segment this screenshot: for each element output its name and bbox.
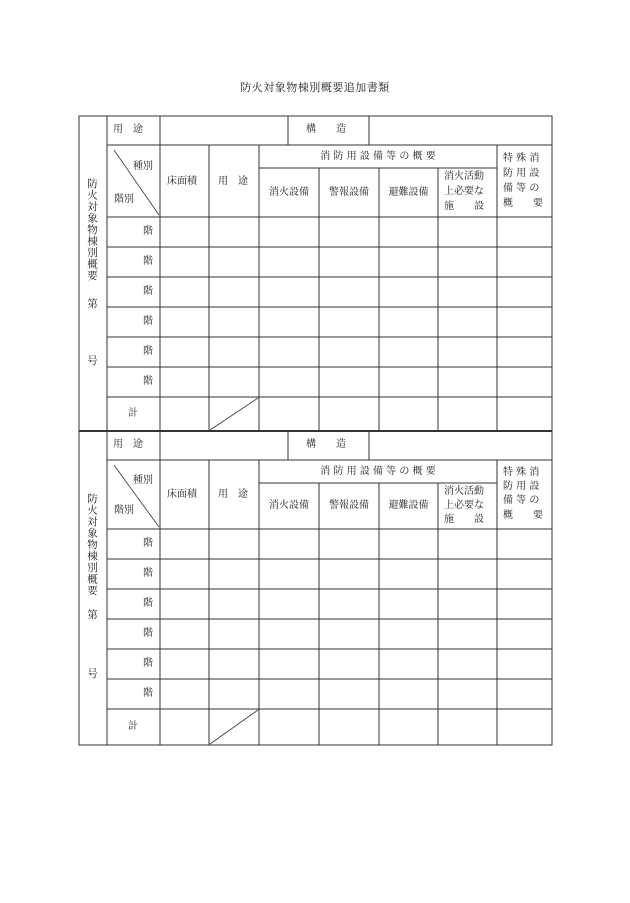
- tokushu-line1: 特 殊 消: [503, 153, 540, 164]
- floor-row-label: 階: [143, 628, 153, 639]
- shubetsu-label: 種別: [133, 475, 153, 486]
- shoka-label: 消火設備: [269, 187, 309, 198]
- floor-row-label: 階: [143, 346, 153, 357]
- floor-row-label: 階: [143, 256, 153, 267]
- kouzou-label: 構 造: [306, 439, 346, 450]
- tokushu-line2: 防 用 設: [503, 168, 540, 179]
- kaibetsu-label: 階別: [114, 505, 134, 516]
- hinan-label: 避難設備: [388, 500, 429, 511]
- floor-area-label: 床面積: [167, 176, 197, 187]
- shoka-label: 消火設備: [269, 500, 309, 511]
- tokushu-line1: 特 殊 消: [503, 467, 540, 478]
- tokushu-line3: 備 等 の: [503, 183, 540, 194]
- youto-col-label: 用 途: [218, 176, 248, 187]
- tokushu-line2: 防 用 設: [503, 481, 540, 492]
- floor-row-label: 階: [143, 598, 153, 609]
- floor-row-label: 階: [143, 538, 153, 549]
- side-label: 防火対象物棟別概要: [86, 178, 98, 282]
- kouzou-label: 構 造: [306, 124, 346, 135]
- kaibetsu-label: 階別: [114, 194, 134, 205]
- keiho-label: 警報設備: [329, 187, 369, 198]
- katsudo-line3: 施 設: [444, 514, 484, 525]
- youto-col-label: 用 途: [218, 489, 248, 500]
- floor-row-label: 階: [143, 376, 153, 387]
- total-row-label: 計: [128, 408, 138, 419]
- tokushu-line3: 備 等 の: [503, 495, 540, 506]
- tokushu-line4: 概 要: [503, 510, 543, 521]
- side-label-go: 号: [86, 668, 98, 680]
- floor-row-label: 階: [143, 568, 153, 579]
- youto-label: 用 途: [113, 124, 143, 135]
- katsudo-line1: 消火活動: [444, 486, 484, 497]
- katsudo-line3: 施 設: [444, 201, 484, 212]
- shobo-header: 消 防 用 設 備 等 の 概 要: [320, 466, 436, 477]
- side-label-dai: 第: [86, 298, 98, 310]
- document-title: 防火対象物棟別概要追加書類: [240, 81, 390, 94]
- katsudo-line2: 上必要な: [444, 186, 484, 197]
- hinan-label: 避難設備: [388, 187, 429, 198]
- side-label-dai: 第: [86, 609, 98, 621]
- floor-row-label: 階: [143, 286, 153, 297]
- side-label-go: 号: [86, 355, 98, 367]
- youto-label: 用 途: [113, 439, 143, 450]
- side-label: 防火対象物棟別概要: [86, 493, 98, 597]
- floor-row-label: 階: [143, 658, 153, 669]
- katsudo-line1: 消火活動: [444, 171, 484, 182]
- floor-row-label: 階: [143, 316, 153, 327]
- total-row-label: 計: [128, 721, 138, 732]
- keiho-label: 警報設備: [329, 500, 369, 511]
- katsudo-line2: 上必要な: [444, 500, 484, 511]
- shobo-header: 消 防 用 設 備 等 の 概 要: [320, 151, 436, 162]
- floor-row-label: 階: [143, 688, 153, 699]
- shubetsu-label: 種別: [133, 161, 153, 172]
- floor-area-label: 床面積: [167, 489, 197, 500]
- floor-row-label: 階: [143, 226, 153, 237]
- tokushu-line4: 概 要: [503, 198, 543, 209]
